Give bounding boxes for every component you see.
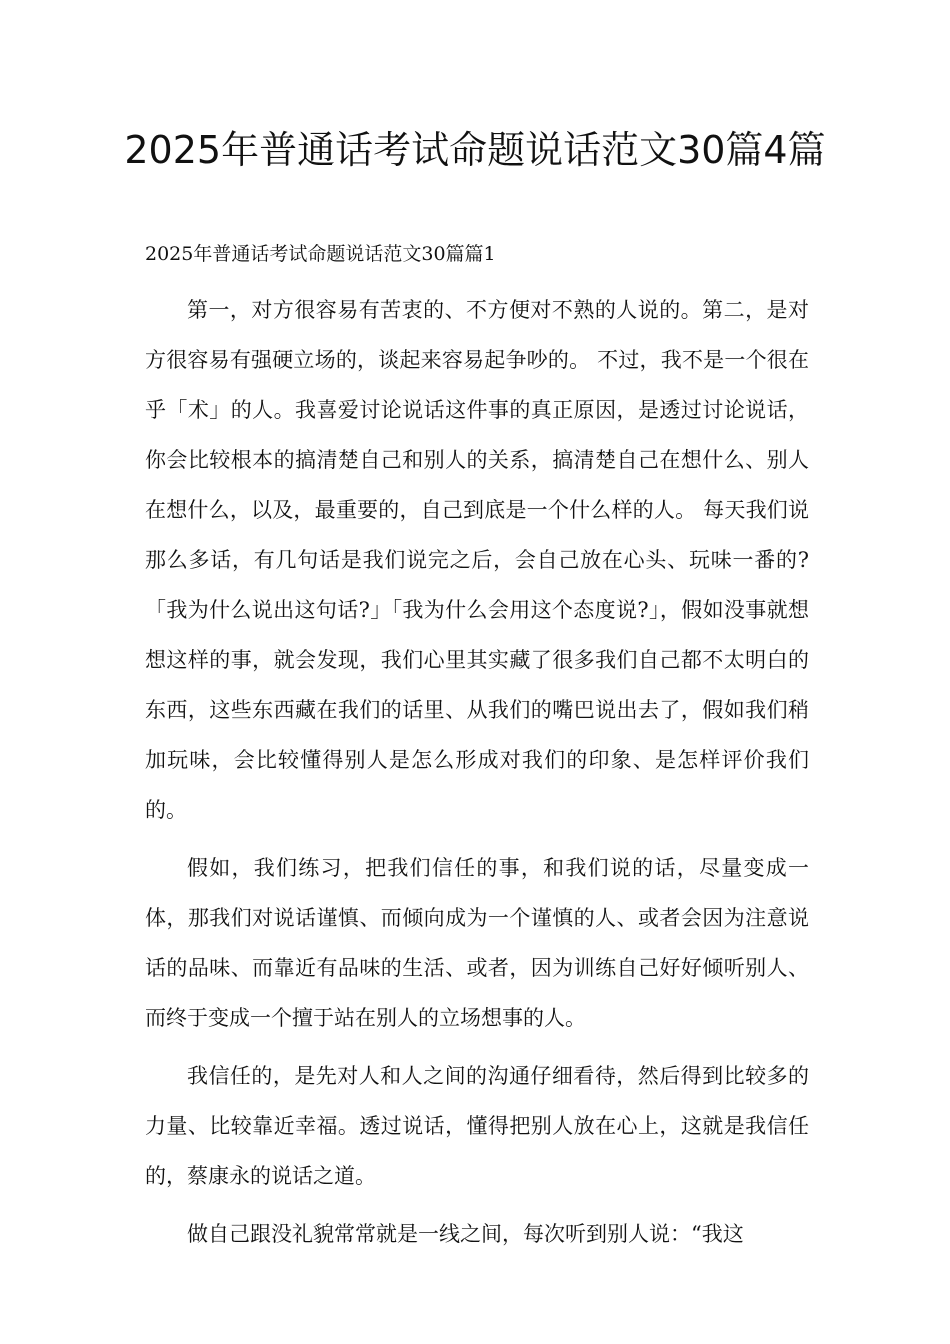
section-heading: 2025年普通话考试命题说话范文30篇篇1	[145, 243, 496, 265]
paragraph-1: 第一，对方很容易有苦衷的、不方便对不熟的人说的。第二，是对方很容易有强硬立场的，谈起来容易起争吵的。 不过，我不是一个很在乎「术」的人。我喜爱讨论说话这件事的真正原因，是透过讨论说话，你会比较根本的搞清楚自己和别人的关系，搞清楚自己在想什么、别人在想什么，以及，最重要的，自己到底是一个什么样的人。 每天我们说那么多话，有几句话是我们说完之后，会自己放在心头、玩味一番的?「我为什么说出这句话?」「我为什么会用这个态度说?」，假如没事就想想这样的事，就会发现，我们心里其实藏了很多我们自己都不太明白的东西，这些东西藏在我们的话里、从我们的嘴巴说出去了，假如我们稍加玩味，会比较懂得别人是怎么形成对我们的印象、是怎样评价我们的。	[145, 298, 809, 822]
paragraph-4: 做自己跟没礼貌常常就是一线之间，每次听到别人说：“我这	[187, 1222, 744, 1246]
document-title: 2025年普通话考试命题说话范文30篇4篇	[124, 128, 826, 172]
document-body	[145, 285, 809, 1267]
paragraph-3: 我信任的，是先对人和人之间的沟通仔细看待，然后得到比较多的力量、比较靠近幸福。透过说话，懂得把别人放在心上，这就是我信任的，蔡康永的说话之道。	[145, 1064, 809, 1188]
paragraph-2: 假如，我们练习，把我们信任的事，和我们说的话，尽量变成一体，那我们对说话谨慎、而倾向成为一个谨慎的人、或者会因为注意说话的品味、而靠近有品味的生活、或者，因为训练自己好好倾听别人、而终于变成一个擅于站在别人的立场想事的人。	[145, 856, 809, 1030]
